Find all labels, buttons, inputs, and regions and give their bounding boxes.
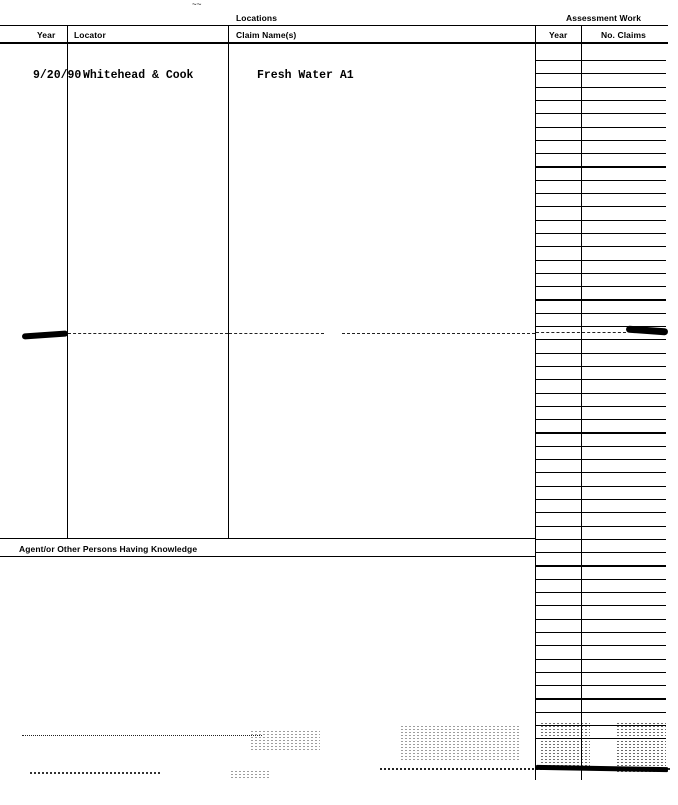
assessment-row-rule — [536, 393, 666, 394]
assessment-row-rule — [536, 233, 666, 234]
assessment-row-rule — [536, 379, 666, 380]
locations-bottom-rule — [0, 538, 536, 539]
assessment-row-rule — [536, 153, 666, 154]
scan-noise-3 — [540, 722, 590, 767]
divider-claim-assessment — [535, 25, 536, 780]
assessment-row-rule — [536, 353, 666, 354]
assessment-row-rule — [536, 432, 666, 433]
assessment-row-rule — [536, 486, 666, 487]
assessment-row-rule — [536, 193, 666, 194]
assessment-row-rule — [536, 206, 666, 207]
assessment-row-rule — [536, 472, 666, 473]
assessment-row-rule — [536, 645, 666, 646]
assessment-row-rule — [536, 220, 666, 221]
assessment-row-rule — [536, 60, 666, 61]
divider-locator-claim — [228, 25, 229, 538]
assessment-row-rule — [536, 127, 666, 128]
assessment-row-rule — [536, 326, 666, 327]
assessment-row-rule — [536, 605, 666, 606]
assessment-row-rule — [536, 672, 666, 673]
column-header-claim-names: Claim Name(s) — [236, 30, 297, 40]
bottom-edge-mark — [536, 765, 668, 772]
fold-line-left — [68, 333, 228, 334]
assessment-row-rule — [536, 246, 666, 247]
assessment-row-rule — [536, 140, 666, 141]
assessment-row-rule — [536, 619, 666, 620]
column-header-locator: Locator — [74, 30, 106, 40]
assessment-row-rule — [536, 260, 666, 261]
assessment-work-group-header: Assessment Work — [566, 13, 642, 23]
assessment-row-rule — [536, 698, 666, 699]
assessment-row-rule — [536, 339, 666, 340]
agent-section-header: Agent/or Other Persons Having Knowledge — [19, 544, 198, 554]
assessment-row-rule — [536, 512, 666, 513]
bottom-scan-line-1 — [22, 735, 262, 736]
column-header-assessment-year: Year — [549, 30, 568, 40]
assessment-row-rule — [536, 299, 666, 300]
assessment-row-rule — [536, 459, 666, 460]
assessment-row-rule — [536, 286, 666, 287]
divider-assessment-year-claims — [581, 25, 582, 780]
assessment-row-rule — [536, 180, 666, 181]
assessment-row-rule — [536, 273, 666, 274]
assessment-row-rule — [536, 526, 666, 527]
scan-noise-1 — [250, 730, 320, 750]
assessment-row-rule — [536, 366, 666, 367]
fold-mark-left — [22, 330, 68, 339]
assessment-row-rule — [536, 659, 666, 660]
assessment-row-rule — [536, 499, 666, 500]
entry-locator: Whitehead & Cook — [83, 69, 194, 82]
assessment-row-rule — [536, 73, 666, 74]
fold-line-assessment — [536, 332, 626, 333]
assessment-row-rule — [536, 592, 666, 593]
scan-noise-5 — [230, 770, 270, 778]
assessment-row-rule — [536, 565, 666, 566]
assessment-row-rule — [536, 712, 666, 713]
entry-year: 9/20/90 — [33, 69, 82, 82]
column-header-no-claims: No. Claims — [601, 30, 646, 40]
assessment-row-rule — [536, 406, 666, 407]
assessment-row-rule — [536, 87, 666, 88]
bottom-scan-line-2 — [30, 772, 160, 774]
assessment-row-rule — [536, 166, 666, 167]
scan-noise-2 — [400, 725, 520, 760]
header-top-rule — [0, 25, 668, 26]
locations-group-header: Locations — [236, 13, 278, 23]
scan-noise-4 — [616, 722, 666, 772]
top-scan-mark: ~~ — [192, 0, 202, 9]
entry-claim-name: Fresh Water A1 — [257, 69, 354, 82]
header-bottom-rule — [0, 42, 668, 44]
assessment-row-rule — [536, 100, 666, 101]
assessment-row-rule — [536, 419, 666, 420]
assessment-row-rule — [536, 446, 666, 447]
assessment-row-rule — [536, 632, 666, 633]
column-header-year: Year — [37, 30, 56, 40]
fold-line-middle — [229, 333, 324, 334]
assessment-row-rule — [536, 539, 666, 540]
assessment-row-rule — [536, 113, 666, 114]
assessment-row-rule — [536, 579, 666, 580]
assessment-row-rule — [536, 552, 666, 553]
assessment-row-rule — [536, 685, 666, 686]
divider-year-locator — [67, 25, 68, 538]
fold-line-right — [342, 333, 535, 334]
agent-header-rule — [0, 556, 536, 557]
assessment-row-rule — [536, 313, 666, 314]
